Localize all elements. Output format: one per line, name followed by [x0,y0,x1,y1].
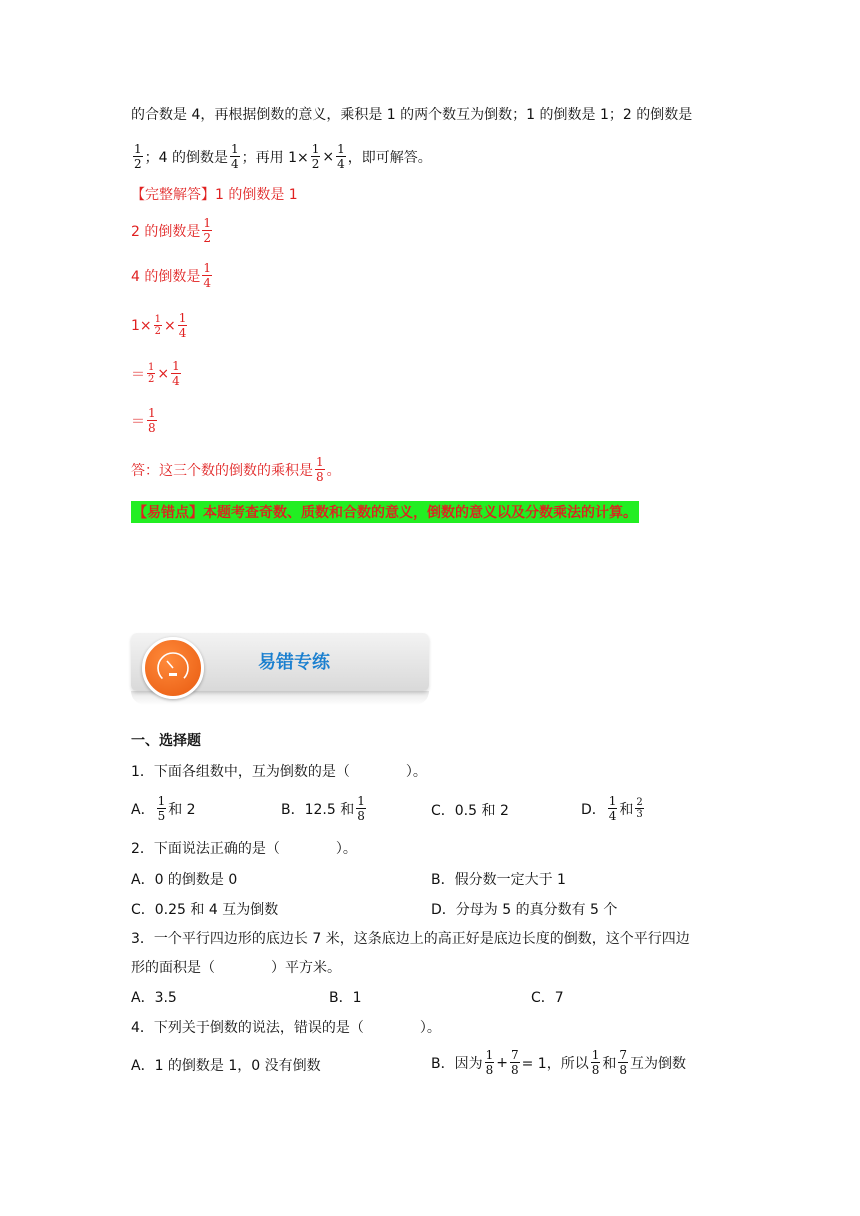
q1-option-c[interactable] [431,800,509,820]
q1-option-d[interactable] [581,794,646,823]
fraction-quarter: $\frac{1}{4}$ [203,261,211,290]
fraction-quarter: $\frac{1}{4}$ [172,359,180,388]
q4-stem-text: 4．下列关于倒数的说法，错误的是（ ）。 [131,1020,441,1036]
answer-calc-3 [131,406,159,435]
fraction-eighth: $\frac{1}{8}$ [316,455,324,484]
q1-stem-text: 1．下面各组数中，互为倒数的是（ ）。 [131,764,427,780]
q2-option-c[interactable] [131,899,278,919]
answer-calc-2 [131,359,183,388]
speedometer-icon [142,637,204,699]
q3-option-a[interactable] [131,987,177,1007]
analysis-text-3: ；再用 1× [241,149,309,166]
equals-sign: ＝ [131,366,145,383]
option-text: 和 2 [168,801,196,818]
answer-two-text: 2 的倒数是 [131,223,201,240]
answer-final [131,455,341,484]
equals-sign: ＝ [131,413,145,430]
q2-stem [131,838,357,858]
fraction-half: $\frac{1}{2}$ [134,142,142,171]
fraction-seven-eighths: $\frac{7}{8}$ [619,1048,627,1077]
fraction-eighth: $\frac{1}{8}$ [485,1048,494,1077]
final-text: 答：这三个数的倒数的乘积是 [131,462,313,479]
option-text: D．分母为 5 的真分数有 5 个 [431,902,618,918]
q4-option-a[interactable] [131,1055,321,1075]
fraction-fifth: $\frac{1}{5}$ [157,794,166,823]
option-text: A．1 的倒数是 1，0 没有倒数 [131,1058,321,1074]
fraction-half: $\frac{1}{2}$ [203,216,211,245]
q4-stem [131,1017,441,1037]
answer-intro [131,184,298,204]
option-text: C．7 [531,990,564,1006]
q3-stem-text-1: 3．一个平行四边形的底边长 7 米，这条底边上的高正好是底边长度的倒数，这个平行四边 [131,931,690,947]
times-sign: × [322,148,335,165]
q3-stem-text-2: 形的面积是（ ）平方米。 [131,960,341,976]
fraction-seven-eighths: $\frac{7}{8}$ [510,1048,519,1077]
error-point-text: 【易错点】本题考查奇数、质数和合数的意义，倒数的意义以及分数乘法的计算。 [131,501,639,523]
option-text: B．1 [329,990,362,1006]
fraction-quarter: $\frac{1}{4}$ [337,142,345,171]
fraction-eighth: $\frac{1}{8}$ [357,794,365,823]
q4-option-b[interactable] [431,1048,686,1077]
option-label: B．12.5 和 [281,801,355,818]
answer-four-text: 4 的倒数是 [131,268,201,285]
option-text: 和 [602,1055,617,1072]
fraction-quarter: $\frac{1}{4}$ [178,311,187,340]
option-text: B．假分数一定大于 1 [431,872,566,888]
fraction-eighth: $\frac{1}{8}$ [591,1048,600,1077]
answer-intro-text: 【完整解答】1 的倒数是 1 [131,187,298,203]
q1-option-b[interactable] [281,794,368,823]
q2-option-b[interactable] [431,869,566,889]
fraction-half: $\frac{1}{2}$ [154,314,162,337]
fraction-half: $\frac{1}{2}$ [148,362,155,385]
fraction-half: $\frac{1}{2}$ [311,142,320,171]
fraction-quarter: $\frac{1}{4}$ [608,794,617,823]
fraction-eighth: $\frac{1}{8}$ [148,406,156,435]
analysis-line-1 [131,104,692,124]
section-heading-text: 一、选择题 [131,733,201,749]
calc-prefix: 1× [131,317,152,334]
section-heading [131,730,201,750]
analysis-text-4: ，即可解答。 [347,149,432,166]
option-label: B．因为 [431,1055,483,1072]
option-text: 互为倒数 [630,1055,686,1072]
q3-option-c[interactable] [531,987,564,1007]
option-text: C．0.5 和 2 [431,803,509,819]
q3-stem-1 [131,928,690,948]
analysis-text-2: ；4 的倒数是 [144,149,228,166]
answer-four [131,261,214,290]
q2-option-d[interactable] [431,899,617,919]
q2-stem-text: 2．下面说法正确的是（ ）。 [131,841,357,857]
q3-stem-2 [131,957,341,977]
fraction-quarter: $\frac{1}{4}$ [231,142,239,171]
answer-two [131,216,214,245]
option-label: D． [581,801,606,818]
error-point [131,501,639,523]
final-suffix: 。 [326,462,341,479]
option-text: = 1，所以 [521,1055,589,1072]
option-text: A．0 的倒数是 0 [131,872,238,888]
answer-calc-1 [131,311,189,340]
plus-sign: + [496,1054,508,1071]
q1-stem [131,761,427,781]
q2-option-a[interactable] [131,869,237,889]
analysis-text-1: 的合数是 4，再根据倒数的意义，乘积是 1 的两个数互为倒数；1 的倒数是 1；2 的倒数是 [131,107,693,123]
option-label: A． [131,801,155,818]
analysis-line-2 [131,142,432,171]
times-sign: × [164,317,176,334]
fraction-two-thirds: $\frac{2}{3}$ [636,797,643,820]
q1-option-a[interactable] [131,794,196,823]
banner-title: 易错专练 [258,652,330,673]
times-sign: × [157,365,170,382]
option-text: C．0.25 和 4 互为倒数 [131,902,279,918]
q3-option-b[interactable] [329,987,362,1007]
option-text: 和 [619,801,634,818]
option-text: A．3.5 [131,990,177,1006]
